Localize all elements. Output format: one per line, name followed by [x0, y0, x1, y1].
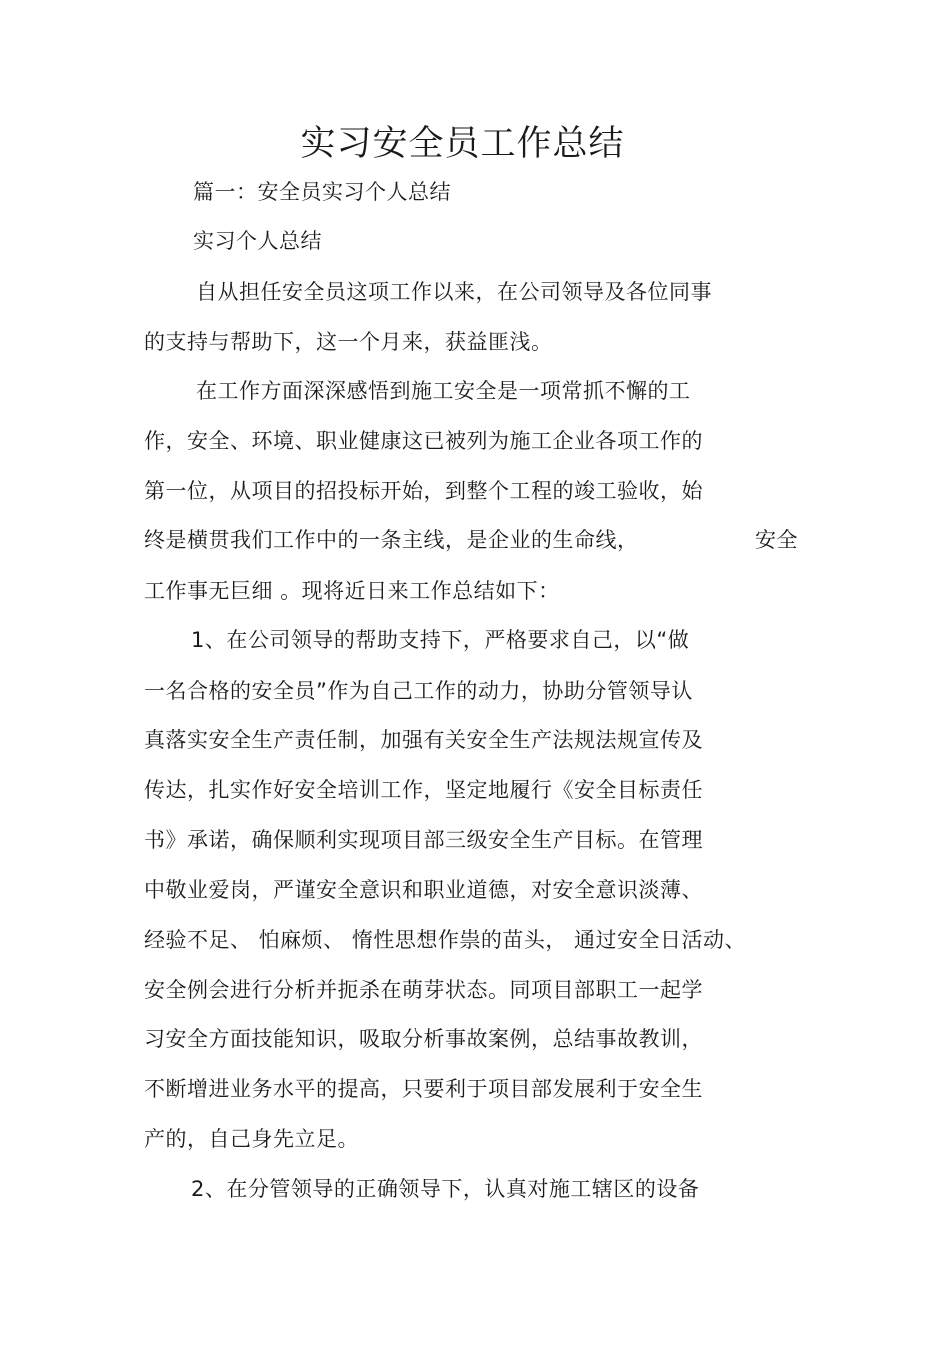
- paragraph-line: 安全例会进行分析并扼杀在萌芽状态。同项目部职工一起学: [144, 978, 703, 1002]
- subheading: 实习个人总结: [193, 229, 322, 253]
- paragraph-line: 书》承诺，确保顺利实现项目部三级安全生产目标。在管理: [144, 828, 703, 852]
- document-title: 实习安全员工作总结: [300, 124, 625, 164]
- paragraph-line: 的支持与帮助下，这一个月来，获益匪浅。: [144, 330, 553, 354]
- section-heading: 篇一：安全员实习个人总结: [193, 180, 451, 204]
- paragraph-line: 不断增进业务水平的提高，只要利于项目部发展利于安全生: [144, 1077, 703, 1101]
- paragraph-line: 在工作方面深深感悟到施工安全是一项常抓不懈的工: [196, 379, 691, 403]
- paragraph-line: 自从担任安全员这项工作以来，在公司领导及各位同事: [196, 280, 712, 304]
- paragraph-line: 终是横贯我们工作中的一条主线，是企业的生命线，: [144, 528, 639, 552]
- paragraph-line: 1、在公司领导的帮助支持下，严格要求自己，以“做: [191, 628, 690, 652]
- paragraph-line: 产的，自己身先立足。: [144, 1127, 359, 1151]
- paragraph-line: 工作事无巨细 。现将近日来工作总结如下：: [144, 579, 560, 603]
- paragraph-line: 作，安全、环境、职业健康这已被列为施工企业各项工作的: [144, 429, 703, 453]
- paragraph-line: 经验不足、 怕麻烦、 惰性思想作祟的苗头， 通过安全日活动、: [144, 928, 747, 952]
- paragraph-line: 第一位，从项目的招投标开始，到整个工程的竣工验收，始: [144, 479, 703, 503]
- paragraph-line: 一名合格的安全员”作为自己工作的动力，协助分管领导认: [144, 679, 693, 703]
- paragraph-line-fragment: 安全: [755, 528, 798, 552]
- paragraph-line: 传达，扎实作好安全培训工作，坚定地履行《安全目标责任: [144, 778, 703, 802]
- paragraph-line: 2、在分管领导的正确领导下，认真对施工辖区的设备: [191, 1177, 700, 1201]
- paragraph-line: 真落实安全生产责任制，加强有关安全生产法规法规宣传及: [144, 728, 703, 752]
- paragraph-line: 中敬业爱岗，严谨安全意识和职业道德，对安全意识淡薄、: [144, 878, 703, 902]
- paragraph-line: 习安全方面技能知识，吸取分析事故案例，总结事故教训，: [144, 1027, 703, 1051]
